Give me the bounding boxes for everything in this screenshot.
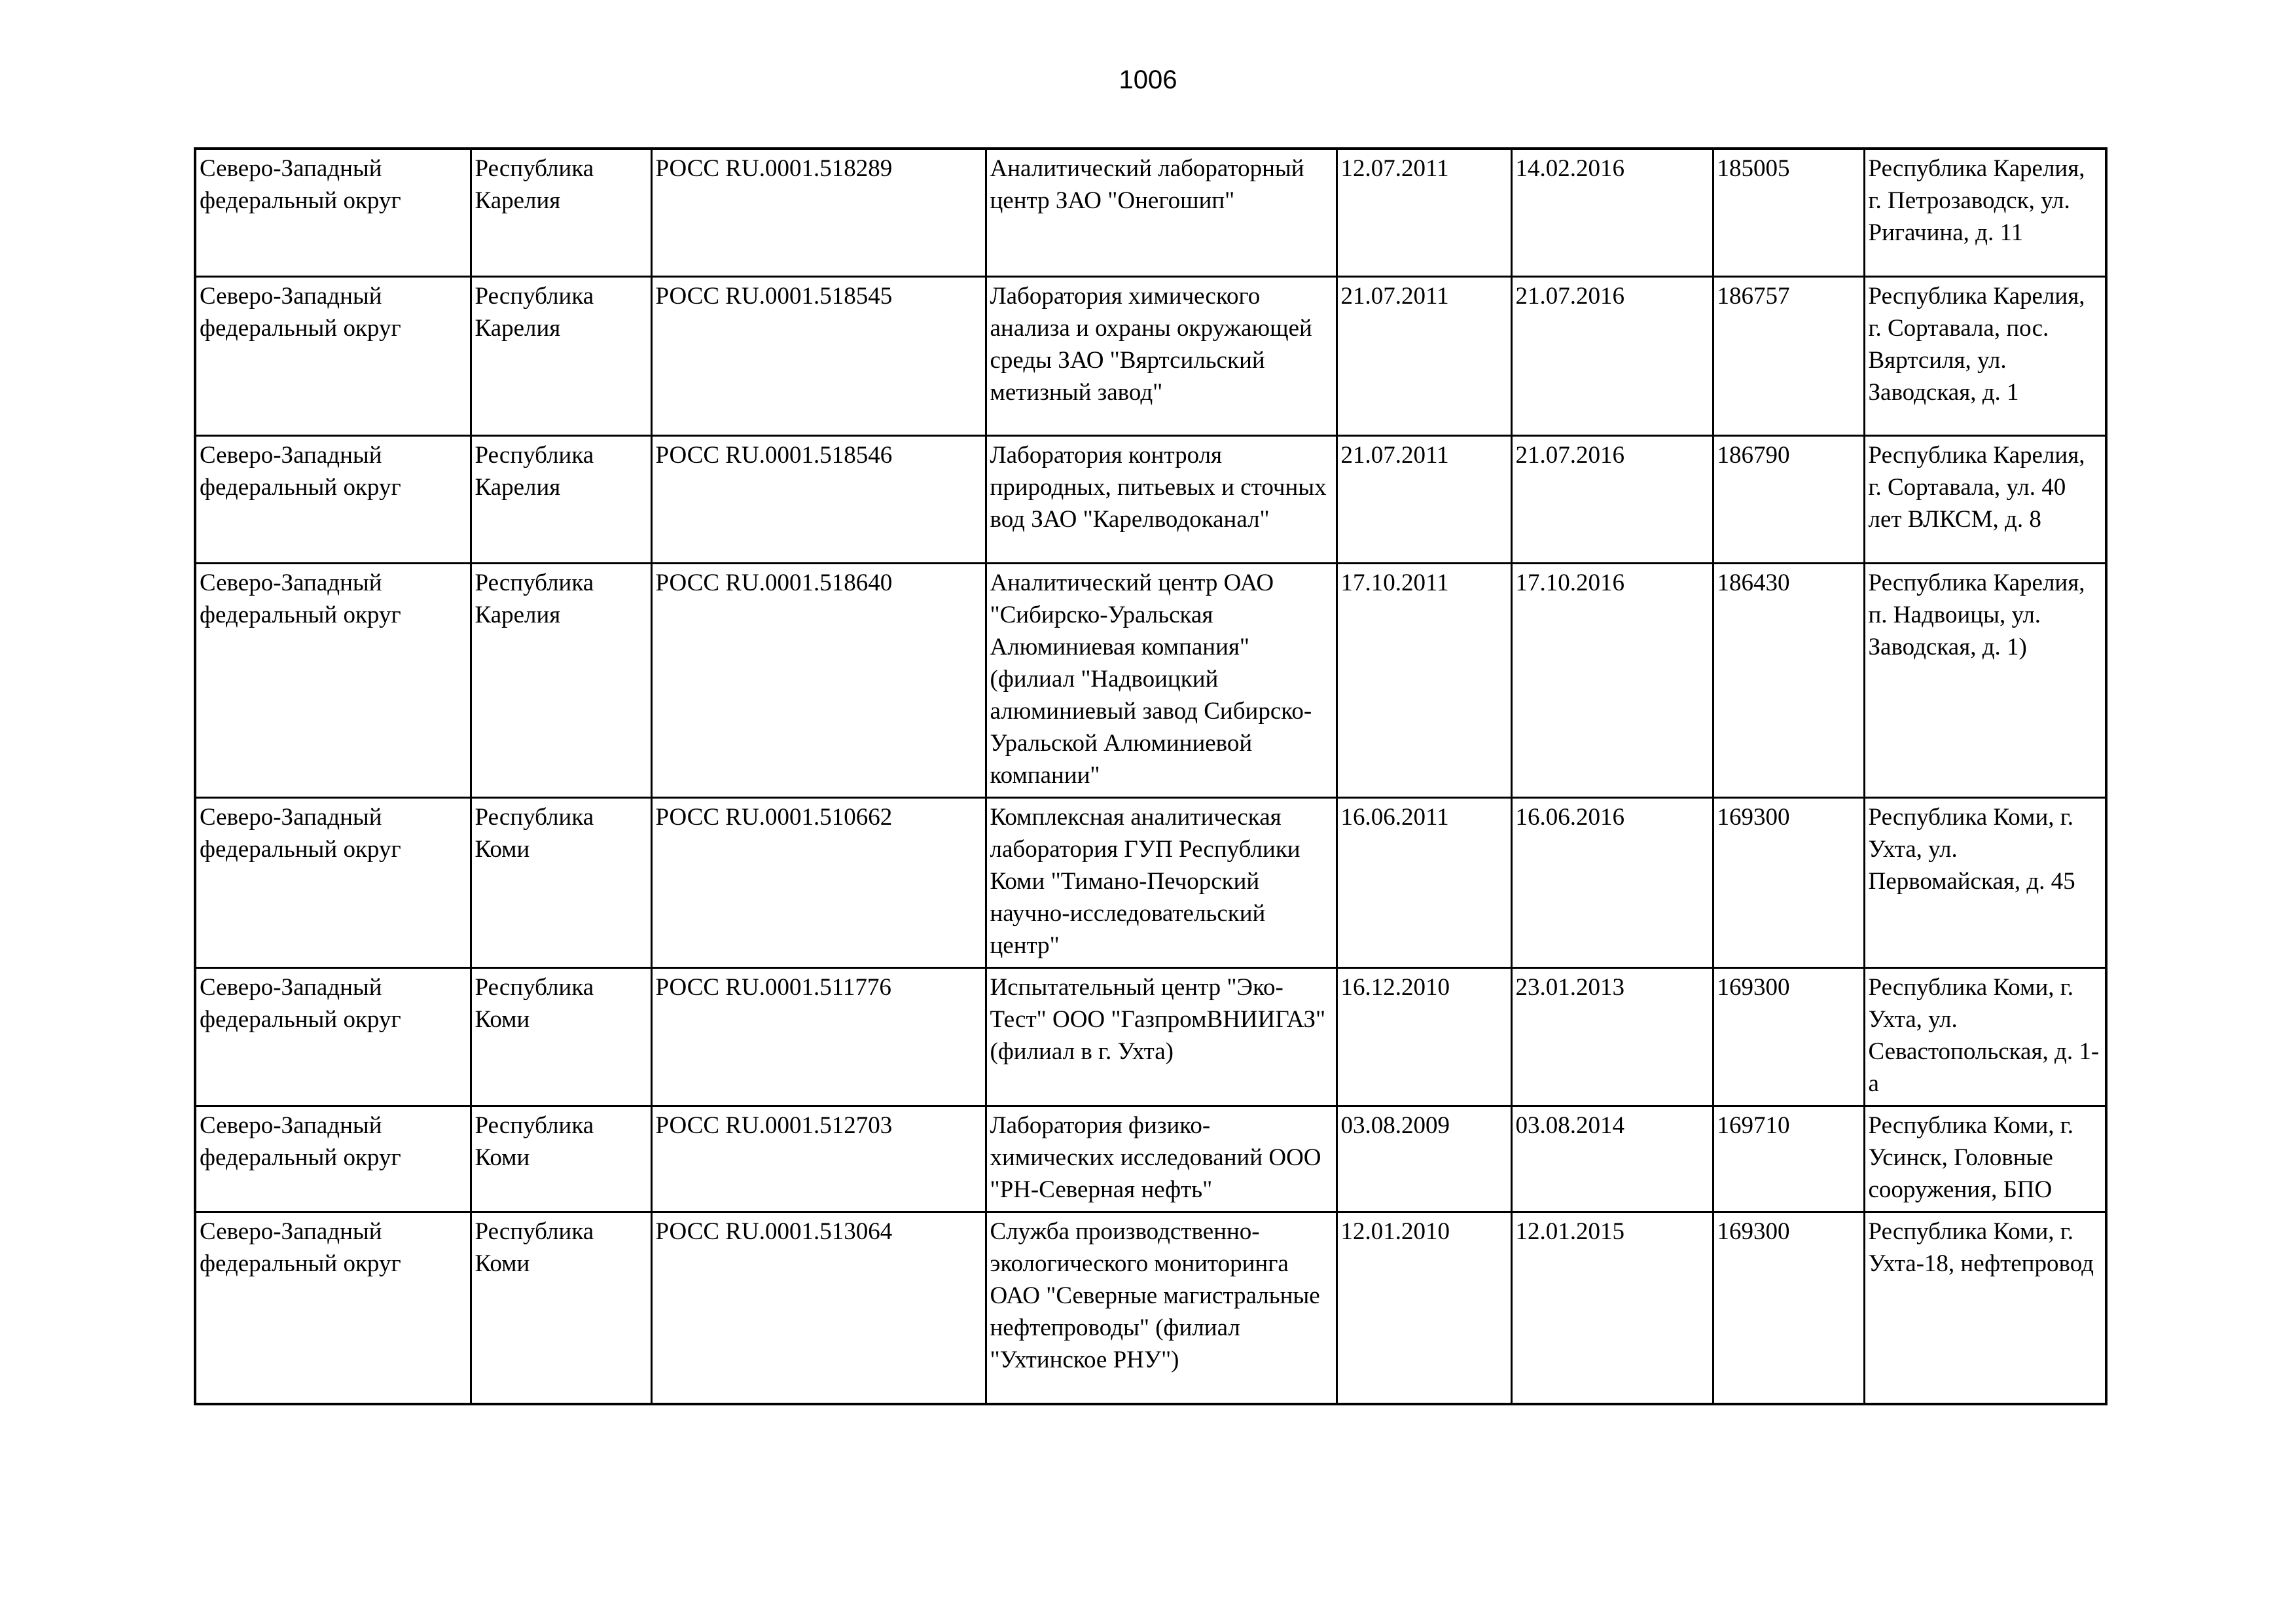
region-cell: Республика Карелия [471,149,651,277]
postal-code-cell: 169300 [1713,1212,1864,1405]
accreditation-number-cell: РОСС RU.0001.511776 [651,968,986,1106]
organization-cell: Лаборатория контроля природных, питьевых и сточных вод ЗАО "Карелводоканал" [986,436,1336,564]
district-cell: Северо-Западный федеральный округ [195,277,471,436]
district-cell: Северо-Западный федеральный округ [195,1212,471,1405]
region-cell: Республика Коми [471,798,651,968]
date-valid-until-cell: 14.02.2016 [1511,149,1713,277]
district-cell: Северо-Западный федеральный округ [195,1106,471,1212]
organization-cell: Аналитический лабораторный центр ЗАО "Онегошип" [986,149,1336,277]
date-valid-until-cell: 21.07.2016 [1511,436,1713,564]
date-issued-cell: 16.06.2011 [1336,798,1511,968]
accreditation-number-cell: РОСС RU.0001.518289 [651,149,986,277]
district-cell: Северо-Западный федеральный округ [195,968,471,1106]
date-issued-cell: 03.08.2009 [1336,1106,1511,1212]
region-cell: Республика Коми [471,1106,651,1212]
table-row [195,149,2106,277]
date-valid-until-cell: 17.10.2016 [1511,564,1713,798]
region-cell: Республика Карелия [471,564,651,798]
table-row [195,1106,2106,1212]
accreditation-number-cell: РОСС RU.0001.510662 [651,798,986,968]
postal-code-cell: 185005 [1713,149,1864,277]
page-number: 1006 [1119,65,1177,94]
address-cell: Республика Коми, г. Ухта-18, нефтепровод [1864,1212,2106,1405]
date-issued-cell: 21.07.2011 [1336,436,1511,564]
address-cell: Республика Карелия, п. Надвоицы, ул. Заводская, д. 1) [1864,564,2106,798]
date-issued-cell: 16.12.2010 [1336,968,1511,1106]
postal-code-cell: 169710 [1713,1106,1864,1212]
date-valid-until-cell: 23.01.2013 [1511,968,1713,1106]
address-cell: Республика Карелия, г. Сортавала, ул. 40 лет ВЛКСМ, д. 8 [1864,436,2106,564]
address-cell: Республика Коми, г. Ухта, ул. Севастопольская, д. 1-а [1864,968,2106,1106]
date-valid-until-cell: 21.07.2016 [1511,277,1713,436]
address-cell: Республика Коми, г. Усинск, Головные сооружения, БПО [1864,1106,2106,1212]
organization-cell: Аналитический центр ОАО "Сибирско-Уральская Алюминиевая компания" (филиал "Надвоицкий алюминиевый завод Сибирско-Уральской Алюминиевой компании" [986,564,1336,798]
postal-code-cell: 186790 [1713,436,1864,564]
organization-cell: Лаборатория физико-химических исследований ООО "РН-Северная нефть" [986,1106,1336,1212]
accreditation-number-cell: РОСС RU.0001.518546 [651,436,986,564]
region-cell: Республика Коми [471,1212,651,1405]
table-row [195,277,2106,436]
date-valid-until-cell: 16.06.2016 [1511,798,1713,968]
date-valid-until-cell: 03.08.2014 [1511,1106,1713,1212]
date-issued-cell: 12.07.2011 [1336,149,1511,277]
postal-code-cell: 186430 [1713,564,1864,798]
postal-code-cell: 169300 [1713,968,1864,1106]
table-row [195,436,2106,564]
table-row [195,968,2106,1106]
region-cell: Республика Карелия [471,277,651,436]
organization-cell: Служба производственно-экологического мониторинга ОАО "Северные магистральные нефтепроводы" (филиал "Ухтинское РНУ") [986,1212,1336,1405]
address-cell: Республика Карелия, г. Сортавала, пос. Вяртсиля, ул. Заводская, д. 1 [1864,277,2106,436]
date-issued-cell: 21.07.2011 [1336,277,1511,436]
region-cell: Республика Карелия [471,436,651,564]
district-cell: Северо-Западный федеральный округ [195,564,471,798]
postal-code-cell: 169300 [1713,798,1864,968]
table-row [195,564,2106,798]
district-cell: Северо-Западный федеральный округ [195,436,471,564]
address-cell: Республика Карелия, г. Петрозаводск, ул. Ригачина, д. 11 [1864,149,2106,277]
postal-code-cell: 186757 [1713,277,1864,436]
accreditation-number-cell: РОСС RU.0001.512703 [651,1106,986,1212]
district-cell: Северо-Западный федеральный округ [195,149,471,277]
date-issued-cell: 17.10.2011 [1336,564,1511,798]
laboratory-registry-table [194,147,2108,1405]
organization-cell: Комплексная аналитическая лаборатория ГУП Республики Коми "Тимано-Печорский научно-исследовательский центр" [986,798,1336,968]
accreditation-number-cell: РОСС RU.0001.518545 [651,277,986,436]
accreditation-number-cell: РОСС RU.0001.518640 [651,564,986,798]
accreditation-number-cell: РОСС RU.0001.513064 [651,1212,986,1405]
date-valid-until-cell: 12.01.2015 [1511,1212,1713,1405]
organization-cell: Испытательный центр "Эко-Тест" ООО "ГазпромВНИИГАЗ" (филиал в г. Ухта) [986,968,1336,1106]
table-row [195,1212,2106,1405]
address-cell: Республика Коми, г. Ухта, ул. Первомайская, д. 45 [1864,798,2106,968]
region-cell: Республика Коми [471,968,651,1106]
organization-cell: Лаборатория химического анализа и охраны окружающей среды ЗАО "Вяртсильский метизный завод" [986,277,1336,436]
table-row [195,798,2106,968]
district-cell: Северо-Западный федеральный округ [195,798,471,968]
date-issued-cell: 12.01.2010 [1336,1212,1511,1405]
